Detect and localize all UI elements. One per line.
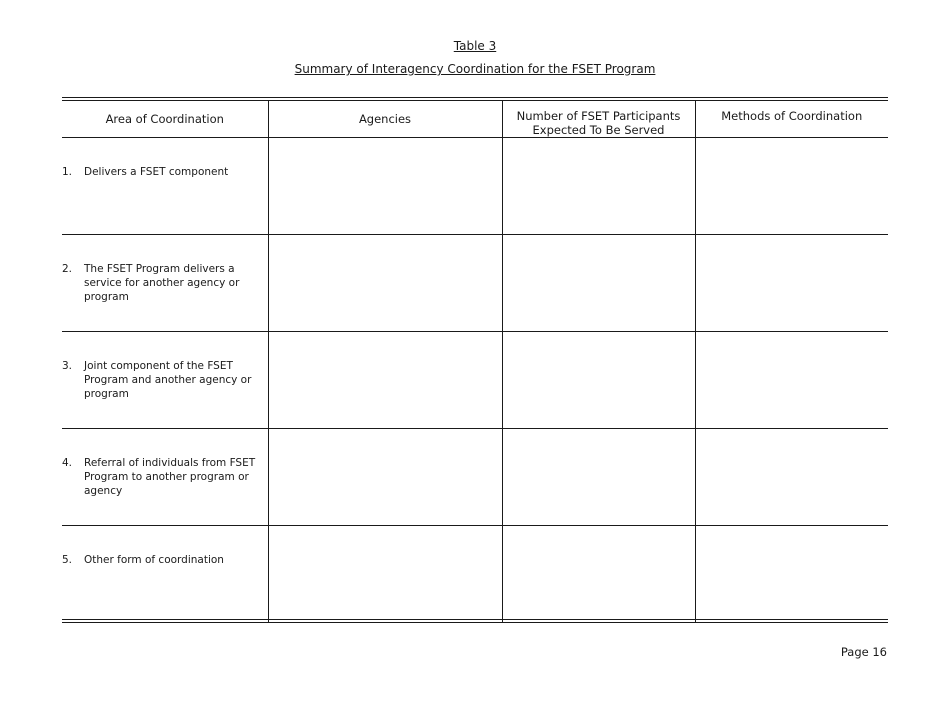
- coordination-table: [62, 101, 888, 623]
- row-number: 3.: [62, 360, 73, 372]
- methods-cell[interactable]: [695, 235, 888, 332]
- table-label: Table 3: [453, 39, 497, 53]
- header-participants-line1: Number of FSET Participants: [516, 109, 681, 123]
- participants-cell[interactable]: [502, 526, 695, 623]
- bottom-rule-outer: [62, 622, 888, 623]
- header-area-of-coordination: Area of Coordination: [62, 101, 268, 138]
- agencies-cell[interactable]: [268, 235, 502, 332]
- area-cell: [62, 332, 268, 429]
- agencies-cell[interactable]: [268, 429, 502, 526]
- table-title: Summary of Interagency Coordination for the FSET Program: [294, 62, 656, 76]
- header-participants: [502, 101, 695, 138]
- table-row: [62, 526, 888, 623]
- row-area-text: The FSET Program delivers a service for another agency or program: [84, 263, 240, 303]
- header-agencies: Agencies: [268, 101, 502, 138]
- area-cell: [62, 235, 268, 332]
- table-row: [62, 138, 888, 235]
- methods-cell[interactable]: [695, 332, 888, 429]
- header-participants-line2: Expected To Be Served: [532, 123, 665, 137]
- agencies-cell[interactable]: [268, 332, 502, 429]
- page-number: Page 16: [840, 645, 887, 659]
- top-rule-outer: [62, 97, 888, 98]
- methods-cell[interactable]: [695, 526, 888, 623]
- participants-cell[interactable]: [502, 235, 695, 332]
- table-row: [62, 332, 888, 429]
- row-number: 2.: [62, 263, 73, 275]
- agencies-cell[interactable]: [268, 526, 502, 623]
- row-number: 4.: [62, 457, 73, 469]
- row-area-text: Other form of coordination: [84, 554, 224, 566]
- table-row: [62, 429, 888, 526]
- table-row: [62, 235, 888, 332]
- row-number: 1.: [62, 166, 73, 178]
- row-area-text: Referral of individuals from FSET Program to another program or agency: [84, 457, 256, 497]
- area-cell: [62, 138, 268, 235]
- agencies-cell[interactable]: [268, 138, 502, 235]
- participants-cell[interactable]: [502, 429, 695, 526]
- row-number: 5.: [62, 554, 73, 566]
- row-area-text: Joint component of the FSET Program and another agency or program: [84, 360, 252, 400]
- participants-cell[interactable]: [502, 138, 695, 235]
- header-methods-of-coordination: Methods of Coordination: [695, 101, 888, 138]
- methods-cell[interactable]: [695, 429, 888, 526]
- row-area-text: Delivers a FSET component: [84, 166, 229, 178]
- methods-cell[interactable]: [695, 138, 888, 235]
- area-cell: [62, 429, 268, 526]
- participants-cell[interactable]: [502, 332, 695, 429]
- header-row: [62, 101, 888, 138]
- bottom-rule-inner: [62, 619, 888, 620]
- area-cell: [62, 526, 268, 623]
